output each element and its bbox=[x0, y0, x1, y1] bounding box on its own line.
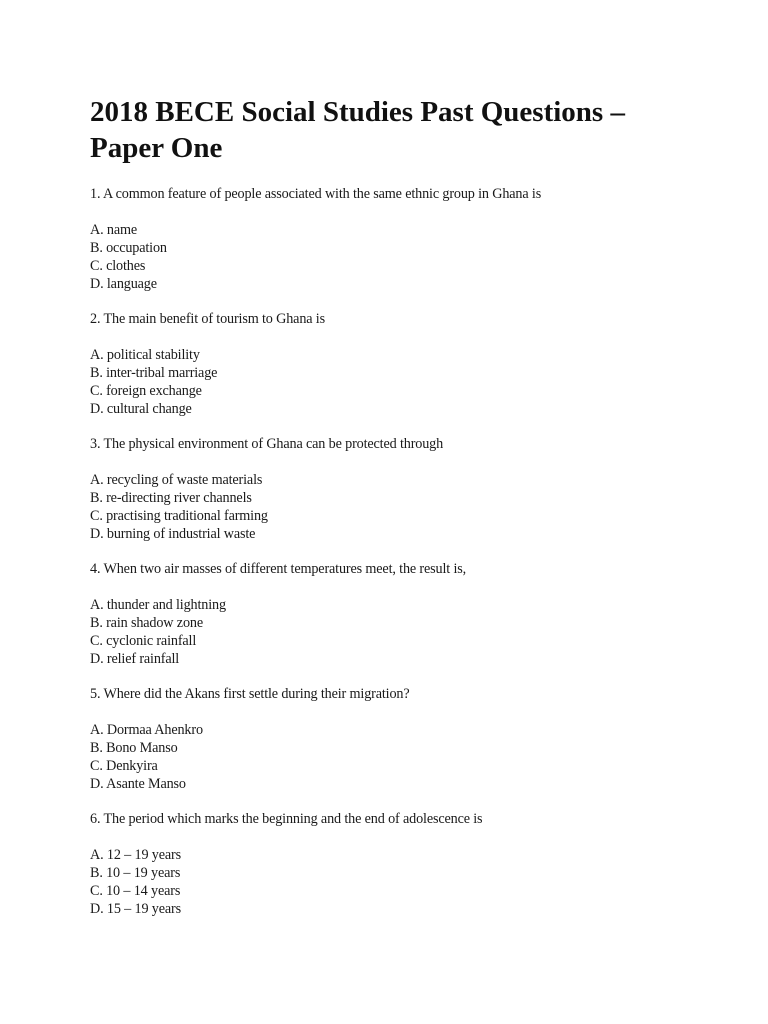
option-b: B. rain shadow zone bbox=[90, 614, 203, 631]
question-text: 1. A common feature of people associated with the same ethnic group in Ghana is bbox=[90, 186, 542, 202]
question-4 bbox=[90, 560, 710, 668]
option-d: D. 15 – 19 years bbox=[90, 900, 181, 917]
question-6 bbox=[90, 810, 710, 918]
question-text: 5. Where did the Akans first settle during their migration? bbox=[90, 686, 410, 702]
option-d: D. Asante Manso bbox=[90, 775, 186, 792]
option-b: B. occupation bbox=[90, 239, 167, 256]
option-list bbox=[90, 221, 710, 293]
option-c: C. foreign exchange bbox=[90, 382, 202, 399]
page-title bbox=[90, 94, 710, 166]
option-c: C. 10 – 14 years bbox=[90, 882, 181, 899]
question-text: 3. The physical environment of Ghana can be protected through bbox=[90, 436, 444, 452]
question-3 bbox=[90, 435, 710, 543]
title-line-1: 2018 BECE Social Studies Past Questions – bbox=[90, 96, 625, 128]
option-a: A. recycling of waste materials bbox=[90, 471, 263, 488]
question-text: 6. The period which marks the beginning and the end of adolescence is bbox=[90, 811, 483, 827]
question-1 bbox=[90, 185, 710, 293]
option-d: D. language bbox=[90, 275, 157, 292]
option-c: C. cyclonic rainfall bbox=[90, 632, 197, 649]
option-a: A. 12 – 19 years bbox=[90, 846, 181, 863]
option-list bbox=[90, 596, 710, 668]
option-b: B. Bono Manso bbox=[90, 739, 178, 756]
option-c: C. clothes bbox=[90, 257, 146, 274]
title-line-2: Paper One bbox=[90, 132, 223, 164]
question-5 bbox=[90, 685, 710, 793]
option-a: A. Dormaa Ahenkro bbox=[90, 721, 203, 738]
option-a: A. thunder and lightning bbox=[90, 596, 226, 613]
option-d: D. burning of industrial waste bbox=[90, 525, 256, 542]
option-c: C. Denkyira bbox=[90, 757, 158, 774]
option-d: D. cultural change bbox=[90, 400, 192, 417]
option-c: C. practising traditional farming bbox=[90, 507, 268, 524]
document-page bbox=[90, 94, 710, 918]
option-b: B. re-directing river channels bbox=[90, 489, 252, 506]
option-list bbox=[90, 471, 710, 543]
option-d: D. relief rainfall bbox=[90, 650, 180, 667]
option-a: A. name bbox=[90, 221, 138, 238]
option-b: B. inter-tribal marriage bbox=[90, 364, 218, 381]
option-a: A. political stability bbox=[90, 346, 200, 363]
question-text: 4. When two air masses of different temperatures meet, the result is, bbox=[90, 561, 467, 577]
question-2 bbox=[90, 310, 710, 418]
question-text: 2. The main benefit of tourism to Ghana is bbox=[90, 311, 325, 327]
option-list bbox=[90, 346, 710, 418]
option-list bbox=[90, 846, 710, 918]
option-list bbox=[90, 721, 710, 793]
option-b: B. 10 – 19 years bbox=[90, 864, 181, 881]
